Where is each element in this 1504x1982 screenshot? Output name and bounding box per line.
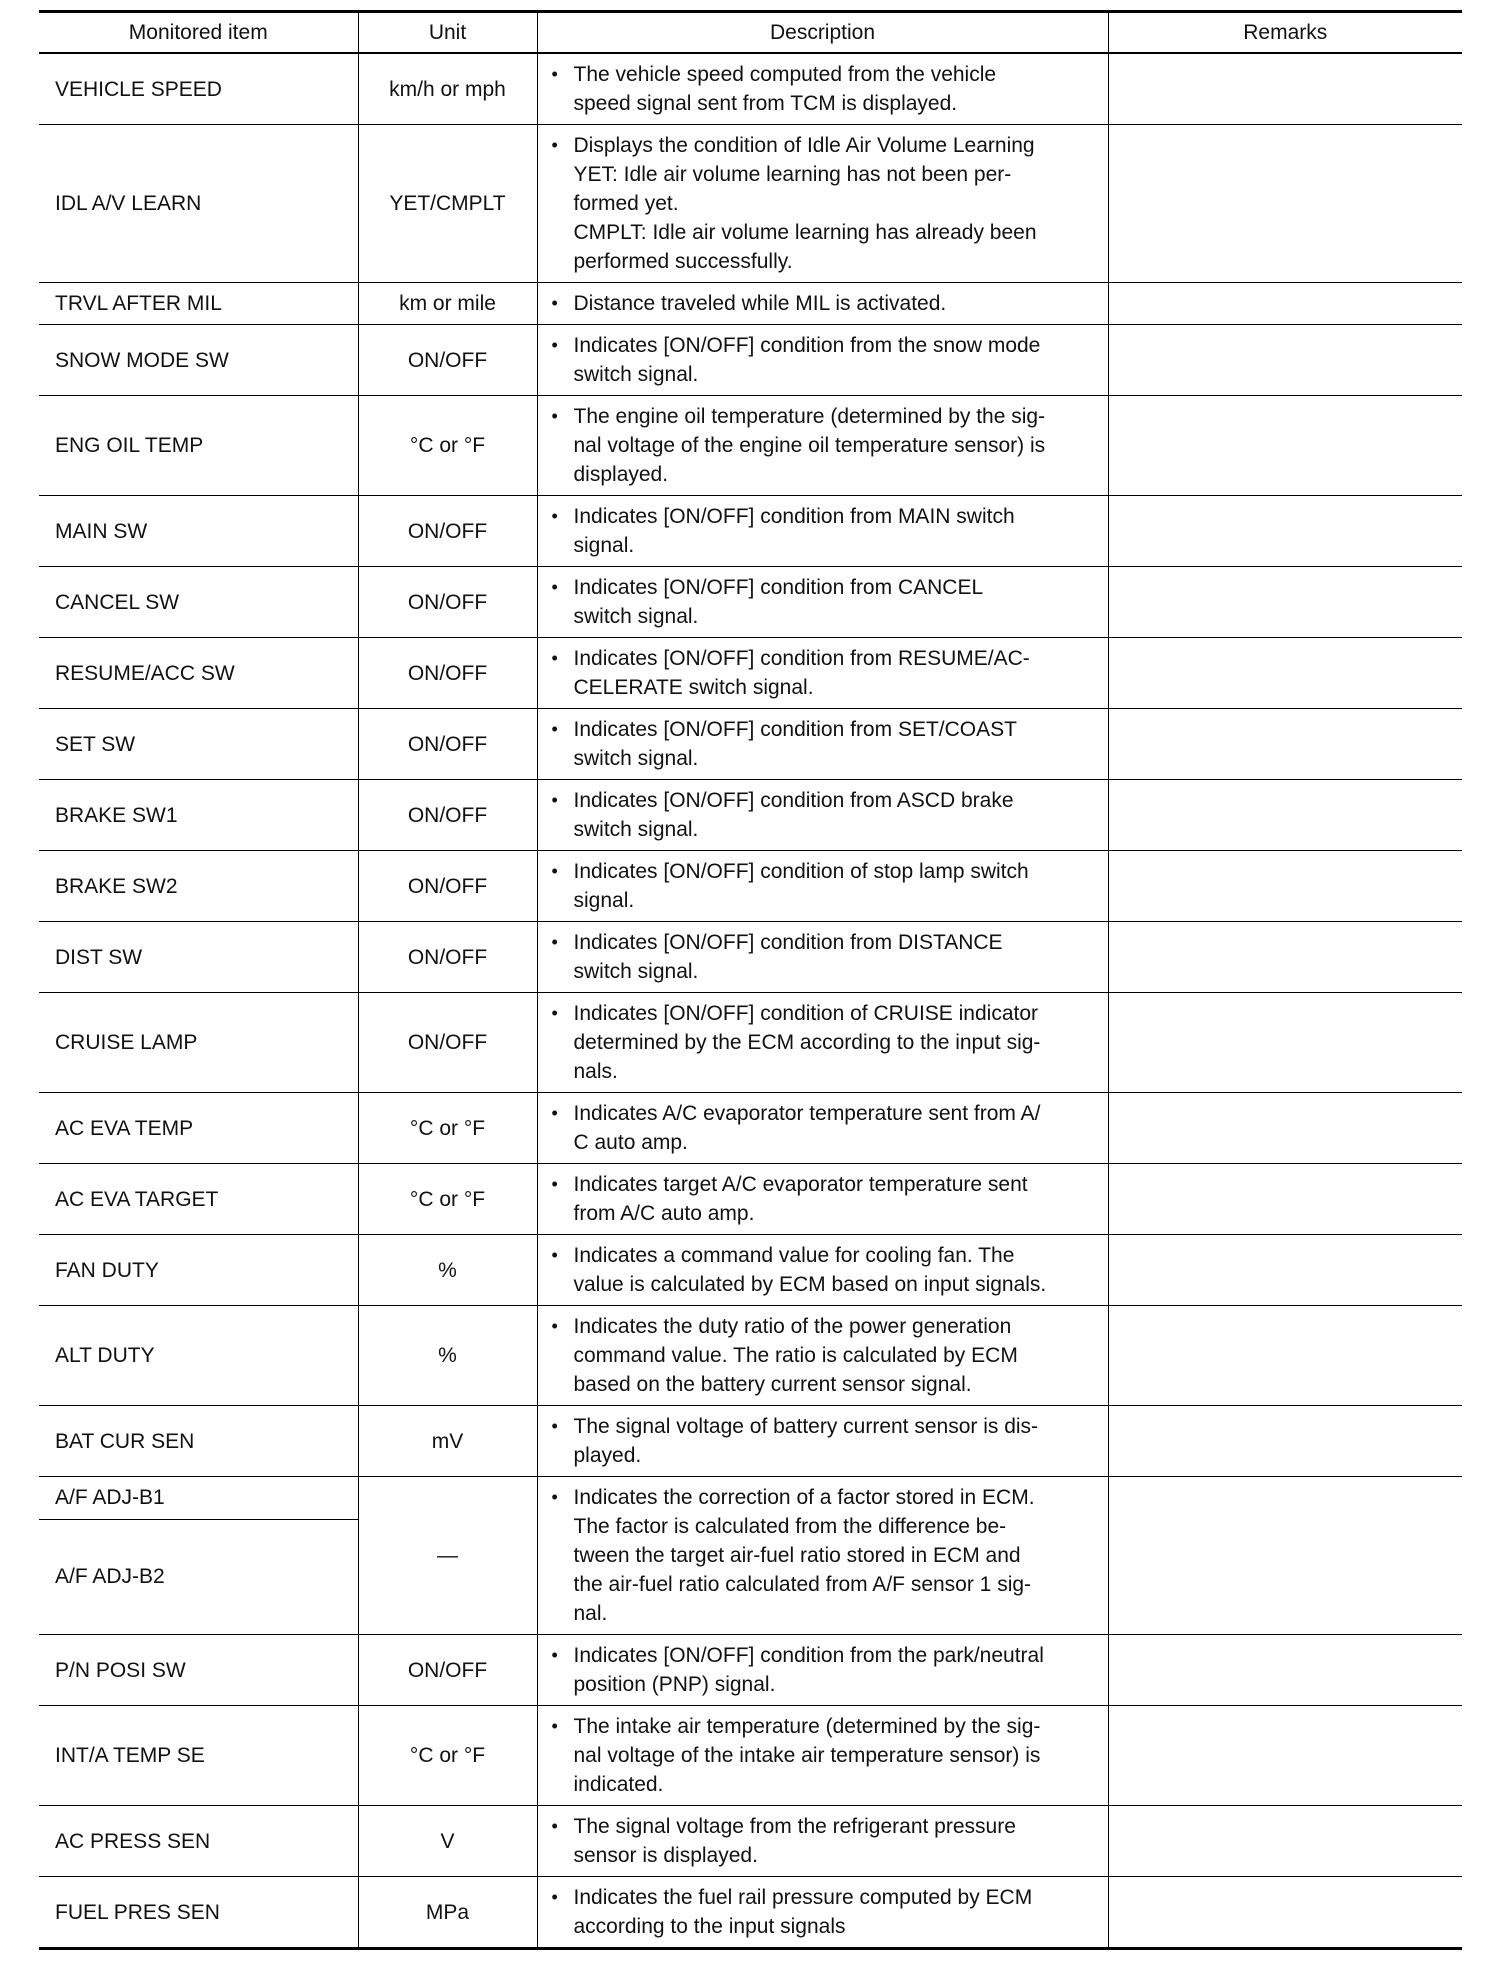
bullet-mark: • — [551, 1816, 558, 1836]
description-bullet — [552, 1812, 1102, 1870]
description-bullet — [552, 1312, 1102, 1399]
bullet-mark: • — [551, 406, 558, 426]
remarks-cell — [1108, 496, 1462, 567]
description-cell — [537, 1164, 1108, 1235]
monitored-item-cell: P/N POSI SW — [39, 1635, 358, 1706]
monitored-item-cell: AC PRESS SEN — [39, 1806, 358, 1877]
table-row — [39, 1806, 1462, 1877]
unit-cell: ON/OFF — [358, 780, 537, 851]
remarks-cell — [1108, 567, 1462, 638]
table-row — [39, 1877, 1462, 1949]
monitored-item-cell: VEHICLE SPEED — [39, 53, 358, 125]
description-bullet — [552, 1641, 1102, 1699]
bullet-mark: • — [551, 1416, 558, 1436]
description-text: The signal voltage of battery current sensor is dis- played. — [573, 1415, 1039, 1467]
description-text: Indicates [ON/OFF] condition from MAIN switch signal. — [573, 505, 1015, 557]
description-bullet — [552, 573, 1102, 631]
description-bullet — [552, 289, 1102, 318]
bullet-mark: • — [551, 932, 558, 952]
unit-cell: ON/OFF — [358, 496, 537, 567]
monitored-item-cell: BRAKE SW2 — [39, 851, 358, 922]
bullet-mark: • — [551, 293, 558, 313]
description-text: Indicates a command value for cooling fan. The value is calculated by ECM based on input signals. — [573, 1244, 1047, 1296]
table-row — [39, 125, 1462, 283]
table-row — [39, 1406, 1462, 1477]
description-bullet — [552, 131, 1102, 276]
description-bullet — [552, 1241, 1102, 1299]
bullet-mark: • — [551, 719, 558, 739]
remarks-cell — [1108, 283, 1462, 325]
header-row — [39, 12, 1462, 54]
monitored-item-cell: SNOW MODE SW — [39, 325, 358, 396]
description-text: Indicates [ON/OFF] condition of CRUISE indicator determined by the ECM according to the input sig- nals. — [573, 1002, 1041, 1083]
remarks-cell — [1108, 1877, 1462, 1949]
description-cell — [537, 53, 1108, 125]
unit-cell: ON/OFF — [358, 325, 537, 396]
monitored-item-cell: RESUME/ACC SW — [39, 638, 358, 709]
description-cell — [537, 496, 1108, 567]
unit-cell: MPa — [358, 1877, 537, 1949]
unit-cell: % — [358, 1306, 537, 1406]
table-row — [39, 53, 1462, 125]
description-cell — [537, 1706, 1108, 1806]
description-text: Indicates [ON/OFF] condition from RESUME/AC- CELERATE switch signal. — [573, 647, 1030, 699]
table-row — [39, 1164, 1462, 1235]
monitored-item-cell: A/F ADJ-B2 — [39, 1519, 358, 1634]
description-text: Indicates [ON/OFF] condition from SET/COAST switch signal. — [573, 718, 1017, 770]
unit-cell: V — [358, 1806, 537, 1877]
remarks-cell — [1108, 1477, 1462, 1635]
monitored-item-cell: AC EVA TEMP — [39, 1093, 358, 1164]
unit-cell: ON/OFF — [358, 1635, 537, 1706]
description-cell — [537, 1806, 1108, 1877]
description-cell — [537, 922, 1108, 993]
description-text: Indicates [ON/OFF] condition from ASCD brake switch signal. — [573, 789, 1014, 841]
remarks-cell — [1108, 1406, 1462, 1477]
monitored-item-cell: BRAKE SW1 — [39, 780, 358, 851]
remarks-cell — [1108, 1306, 1462, 1406]
bullet-mark: • — [551, 861, 558, 881]
description-bullet — [552, 928, 1102, 986]
table-body — [39, 53, 1462, 1949]
remarks-cell — [1108, 922, 1462, 993]
description-cell — [537, 125, 1108, 283]
description-text: The vehicle speed computed from the vehicle speed signal sent from TCM is displayed. — [573, 63, 997, 115]
description-cell — [537, 709, 1108, 780]
table-row — [39, 1477, 1462, 1520]
description-text: Distance traveled while MIL is activated. — [573, 292, 947, 315]
description-bullet — [552, 1099, 1102, 1157]
description-cell — [537, 396, 1108, 496]
remarks-cell — [1108, 1235, 1462, 1306]
bullet-mark: • — [551, 1103, 558, 1123]
monitored-item-cell: INT/A TEMP SE — [39, 1706, 358, 1806]
description-cell — [537, 1477, 1108, 1635]
description-cell — [537, 1635, 1108, 1706]
monitored-item-cell: ALT DUTY — [39, 1306, 358, 1406]
description-cell — [537, 993, 1108, 1093]
unit-cell: ON/OFF — [358, 567, 537, 638]
description-bullet — [552, 999, 1102, 1086]
unit-cell: °C or °F — [358, 1164, 537, 1235]
description-cell — [537, 1406, 1108, 1477]
table-row — [39, 709, 1462, 780]
description-text: Indicates [ON/OFF] condition of stop lamp switch signal. — [573, 860, 1029, 912]
remarks-cell — [1108, 1706, 1462, 1806]
unit-cell: km or mile — [358, 283, 537, 325]
description-text: Indicates the correction of a factor stored in ECM. The factor is calculated from the difference be- tween the target air-fuel ratio stored in ECM and the air-fuel ratio calculated from A/F sensor 1 sig- nal. — [573, 1486, 1035, 1625]
remarks-cell — [1108, 1635, 1462, 1706]
monitored-item-cell: CANCEL SW — [39, 567, 358, 638]
description-cell — [537, 638, 1108, 709]
description-bullet — [552, 502, 1102, 560]
remarks-cell — [1108, 125, 1462, 283]
description-text: The signal voltage from the refrigerant pressure sensor is displayed. — [573, 1815, 1016, 1867]
table-row — [39, 922, 1462, 993]
remarks-cell — [1108, 993, 1462, 1093]
unit-cell: ON/OFF — [358, 993, 537, 1093]
monitored-item-cell: FAN DUTY — [39, 1235, 358, 1306]
description-cell — [537, 325, 1108, 396]
remarks-cell — [1108, 709, 1462, 780]
description-bullet — [552, 644, 1102, 702]
unit-cell: ON/OFF — [358, 922, 537, 993]
remarks-cell — [1108, 1806, 1462, 1877]
table-row — [39, 1306, 1462, 1406]
description-text: The engine oil temperature (determined by the sig- nal voltage of the engine oil temperature sensor) is displayed. — [573, 405, 1046, 486]
description-bullet — [552, 1883, 1102, 1941]
unit-cell: km/h or mph — [358, 53, 537, 125]
bullet-mark: • — [551, 64, 558, 84]
description-text: Indicates the duty ratio of the power generation command value. The ratio is calculated by ECM based on the battery current sensor signal. — [573, 1315, 1018, 1396]
monitored-item-cell: ENG OIL TEMP — [39, 396, 358, 496]
header-monitored-item: Monitored item — [39, 12, 358, 54]
monitored-item-cell: CRUISE LAMP — [39, 993, 358, 1093]
bullet-mark: • — [551, 1316, 558, 1336]
unit-cell: % — [358, 1235, 537, 1306]
table-row — [39, 396, 1462, 496]
remarks-cell — [1108, 851, 1462, 922]
unit-cell: °C or °F — [358, 396, 537, 496]
description-text: Indicates target A/C evaporator temperature sent from A/C auto amp. — [573, 1173, 1028, 1225]
unit-cell: °C or °F — [358, 1093, 537, 1164]
remarks-cell — [1108, 638, 1462, 709]
description-bullet — [552, 715, 1102, 773]
description-bullet — [552, 402, 1102, 489]
bullet-mark: • — [551, 1003, 558, 1023]
description-bullet — [552, 1170, 1102, 1228]
description-cell — [537, 1306, 1108, 1406]
remarks-cell — [1108, 1164, 1462, 1235]
bullet-mark: • — [551, 1487, 558, 1507]
unit-cell: °C or °F — [358, 1706, 537, 1806]
table-row — [39, 567, 1462, 638]
bullet-mark: • — [551, 1645, 558, 1665]
unit-cell: ON/OFF — [358, 709, 537, 780]
header-remarks: Remarks — [1108, 12, 1462, 54]
bullet-mark: • — [551, 790, 558, 810]
table-row — [39, 780, 1462, 851]
description-cell — [537, 780, 1108, 851]
description-bullet — [552, 786, 1102, 844]
table-row — [39, 993, 1462, 1093]
table-row — [39, 1635, 1462, 1706]
description-text: The intake air temperature (determined by the sig- nal voltage of the intake air temperature sensor) is indicated. — [573, 1715, 1041, 1796]
bullet-mark: • — [551, 506, 558, 526]
unit-cell: ON/OFF — [358, 851, 537, 922]
description-text: Indicates [ON/OFF] condition from the snow mode switch signal. — [573, 334, 1041, 386]
description-bullet — [552, 1412, 1102, 1470]
bullet-mark: • — [551, 648, 558, 668]
header-unit: Unit — [358, 12, 537, 54]
bullet-mark: • — [551, 1174, 558, 1194]
description-bullet — [552, 60, 1102, 118]
description-bullet — [552, 857, 1102, 915]
description-cell — [537, 1877, 1108, 1949]
monitored-item-cell: FUEL PRES SEN — [39, 1877, 358, 1949]
description-bullet — [552, 1712, 1102, 1799]
monitored-item-cell: SET SW — [39, 709, 358, 780]
remarks-cell — [1108, 325, 1462, 396]
unit-cell: — — [358, 1477, 537, 1635]
remarks-cell — [1108, 396, 1462, 496]
description-cell — [537, 567, 1108, 638]
description-text: Indicates [ON/OFF] condition from the park/neutral position (PNP) signal. — [573, 1644, 1044, 1696]
table-row — [39, 1093, 1462, 1164]
bullet-mark: • — [551, 1716, 558, 1736]
remarks-cell — [1108, 53, 1462, 125]
table-row — [39, 638, 1462, 709]
bullet-mark: • — [551, 1245, 558, 1265]
monitored-item-cell: A/F ADJ-B1 — [39, 1477, 358, 1520]
table-row — [39, 325, 1462, 396]
bullet-mark: • — [551, 335, 558, 355]
monitored-item-cell: AC EVA TARGET — [39, 1164, 358, 1235]
description-cell — [537, 283, 1108, 325]
table-row — [39, 1235, 1462, 1306]
description-text: Indicates A/C evaporator temperature sent from A/ C auto amp. — [573, 1102, 1041, 1154]
remarks-cell — [1108, 780, 1462, 851]
description-cell — [537, 1093, 1108, 1164]
monitored-item-cell: DIST SW — [39, 922, 358, 993]
unit-cell: mV — [358, 1406, 537, 1477]
monitor-table — [39, 10, 1462, 1950]
table-row — [39, 283, 1462, 325]
description-text: Indicates [ON/OFF] condition from CANCEL switch signal. — [573, 576, 984, 628]
description-text: Indicates the fuel rail pressure computed by ECM according to the input signals — [573, 1886, 1033, 1938]
remarks-cell — [1108, 1093, 1462, 1164]
bullet-mark: • — [551, 1887, 558, 1907]
unit-cell: YET/CMPLT — [358, 125, 537, 283]
table-row — [39, 851, 1462, 922]
description-bullet — [552, 1483, 1102, 1628]
table-row — [39, 1706, 1462, 1806]
header-description: Description — [537, 12, 1108, 54]
bullet-mark: • — [551, 135, 558, 155]
description-bullet — [552, 331, 1102, 389]
description-text: Indicates [ON/OFF] condition from DISTANCE switch signal. — [573, 931, 1003, 983]
monitored-item-cell: MAIN SW — [39, 496, 358, 567]
monitored-item-cell: TRVL AFTER MIL — [39, 283, 358, 325]
description-cell — [537, 1235, 1108, 1306]
description-text: Displays the condition of Idle Air Volume Learning YET: Idle air volume learning has not been per- formed yet. CMPLT: Idle air volume learning has already been performed successfully. — [573, 134, 1037, 273]
table-row — [39, 496, 1462, 567]
unit-cell: ON/OFF — [358, 638, 537, 709]
monitored-item-cell: IDL A/V LEARN — [39, 125, 358, 283]
monitored-item-cell: BAT CUR SEN — [39, 1406, 358, 1477]
description-cell — [537, 851, 1108, 922]
bullet-mark: • — [551, 577, 558, 597]
